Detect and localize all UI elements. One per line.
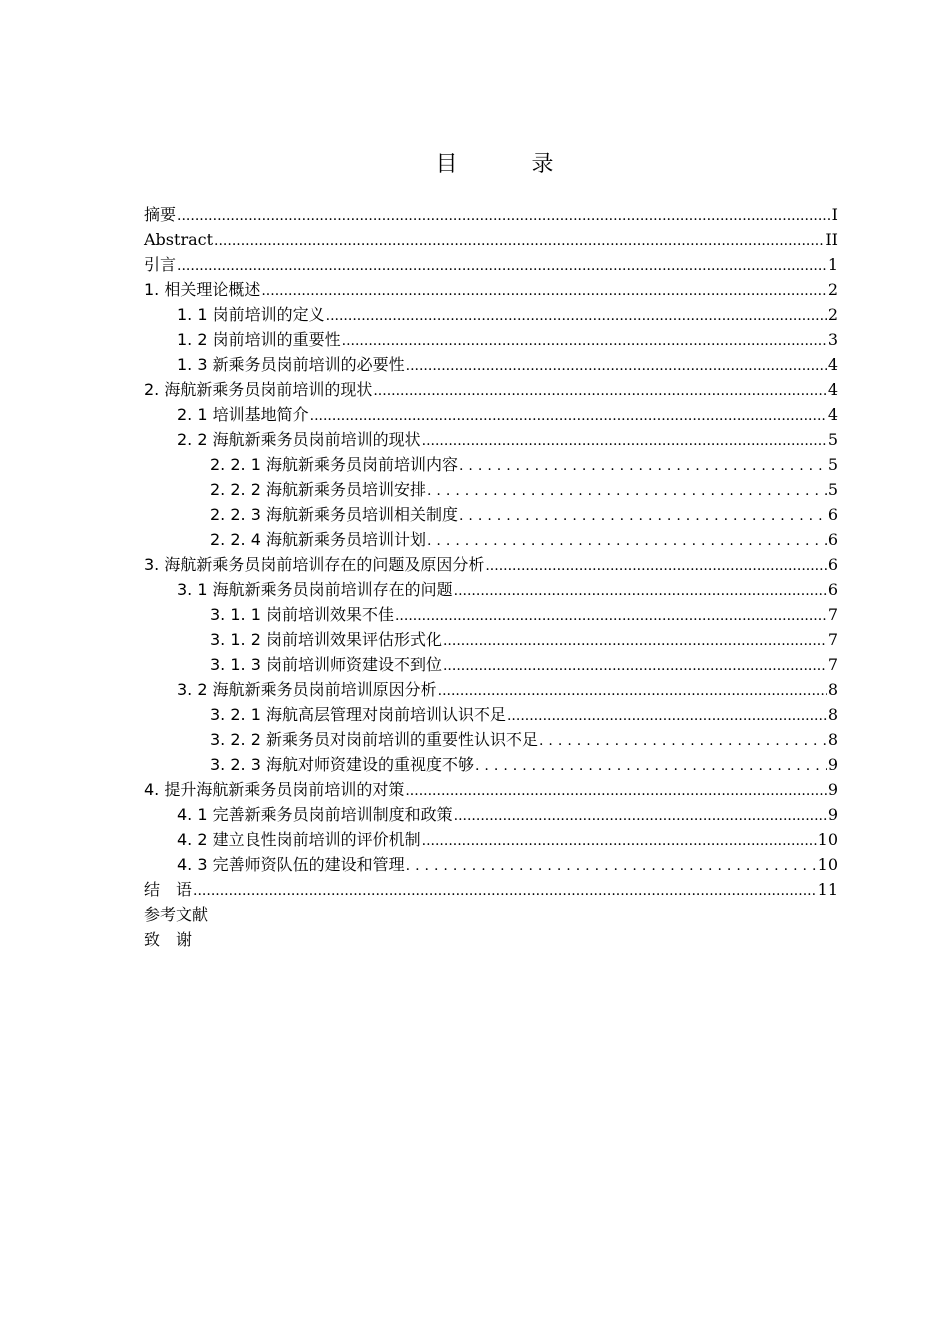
toc-entry-label: 3. 1 海航新乘务员岗前培训存在的问题 xyxy=(177,580,453,599)
toc-dot-leader xyxy=(422,829,817,854)
toc-entry-page: 5 xyxy=(827,430,838,449)
toc-dot-leader xyxy=(406,854,817,879)
toc-entry-label: 3. 1. 2 岗前培训效果评估形式化 xyxy=(210,630,442,649)
toc-entry-label: 4. 2 建立良性岗前培训的评价机制 xyxy=(177,830,421,849)
toc-dot-leader xyxy=(193,879,817,904)
toc-entry-page: 10 xyxy=(817,855,838,874)
toc-entry-label: 摘要 xyxy=(144,205,177,224)
toc-entry[interactable] xyxy=(144,327,838,352)
toc-entry-page: 4 xyxy=(827,355,838,374)
toc-entry[interactable] xyxy=(144,752,838,777)
toc-entry[interactable] xyxy=(144,802,838,827)
toc-dot-leader xyxy=(342,329,827,354)
toc-entry[interactable] xyxy=(144,402,838,427)
toc-entry-label: 1. 2 岗前培训的重要性 xyxy=(177,330,341,349)
toc-entry[interactable] xyxy=(144,677,838,702)
toc-dot-leader xyxy=(475,754,827,779)
toc-dot-leader xyxy=(406,354,827,379)
toc-entry-page: 1 xyxy=(827,255,838,274)
toc-dot-leader xyxy=(454,579,827,604)
toc-entry-page: 8 xyxy=(827,680,838,699)
toc-dot-leader xyxy=(427,479,827,504)
toc-dot-leader xyxy=(326,304,827,329)
toc-entry-page: 4 xyxy=(827,405,838,424)
toc-dot-leader xyxy=(422,429,827,454)
toc-dot-leader xyxy=(427,529,827,554)
toc-dot-leader xyxy=(214,229,824,254)
toc-entry[interactable] xyxy=(144,702,838,727)
toc-entry-page: II xyxy=(825,230,838,249)
toc-dot-leader xyxy=(443,654,827,679)
toc-dot-leader xyxy=(405,779,826,804)
toc-dot-leader xyxy=(459,454,827,479)
toc-entry-label: 1. 相关理论概述 xyxy=(144,280,261,299)
table-of-contents xyxy=(144,202,838,952)
toc-entry-page: 7 xyxy=(827,630,838,649)
toc-entry-page: 2 xyxy=(827,280,838,299)
toc-entry-page: 8 xyxy=(827,730,838,749)
toc-entry[interactable] xyxy=(144,777,838,802)
toc-entry[interactable] xyxy=(144,877,838,902)
toc-entry-label: 3. 2. 3 海航对师资建设的重视度不够 xyxy=(210,755,474,774)
toc-entry-label: 4. 3 完善师资队伍的建设和管理 xyxy=(177,855,405,874)
toc-entry[interactable] xyxy=(144,552,838,577)
toc-entry[interactable] xyxy=(144,352,838,377)
toc-entry[interactable] xyxy=(144,852,838,877)
toc-entry-page: 7 xyxy=(827,605,838,624)
toc-entry-label: 2. 1 培训基地简介 xyxy=(177,405,309,424)
toc-dot-leader xyxy=(395,604,827,629)
toc-entry[interactable] xyxy=(144,627,838,652)
toc-entry[interactable] xyxy=(144,302,838,327)
toc-entry-label: 2. 2. 1 海航新乘务员岗前培训内容 xyxy=(210,455,458,474)
toc-entry-page: I xyxy=(831,205,838,224)
toc-entry[interactable] xyxy=(144,502,838,527)
toc-entry-page: 8 xyxy=(827,705,838,724)
toc-dot-leader xyxy=(177,204,831,229)
toc-dot-leader xyxy=(438,679,827,704)
toc-entry-label: 2. 2. 2 海航新乘务员培训安排 xyxy=(210,480,426,499)
toc-entry-label: 1. 3 新乘务员岗前培训的必要性 xyxy=(177,355,405,374)
toc-dot-leader xyxy=(373,379,826,404)
toc-entry-page: 9 xyxy=(827,780,838,799)
toc-entry-page: 6 xyxy=(827,505,838,524)
toc-entry[interactable] xyxy=(144,602,838,627)
toc-entry[interactable] xyxy=(144,827,838,852)
toc-entry[interactable] xyxy=(144,902,838,927)
toc-entry-page: 4 xyxy=(827,380,838,399)
toc-entry-page: 9 xyxy=(827,805,838,824)
toc-entry-page: 11 xyxy=(817,880,838,899)
toc-entry-label: 结 语 xyxy=(144,880,193,899)
toc-entry-page: 7 xyxy=(827,655,838,674)
toc-entry[interactable] xyxy=(144,477,838,502)
toc-dot-leader xyxy=(507,704,827,729)
toc-entry-label: 2. 2. 4 海航新乘务员培训计划 xyxy=(210,530,426,549)
toc-entry-label: 3. 1. 3 岗前培训师资建设不到位 xyxy=(210,655,442,674)
toc-entry-label: 3. 2. 2 新乘务员对岗前培训的重要性认识不足 xyxy=(210,730,538,749)
toc-entry-label: 2. 海航新乘务员岗前培训的现状 xyxy=(144,380,373,399)
toc-entry-page: 5 xyxy=(827,480,838,499)
toc-dot-leader xyxy=(261,279,826,304)
toc-entry-label: 3. 海航新乘务员岗前培训存在的问题及原因分析 xyxy=(144,555,485,574)
toc-entry-page: 5 xyxy=(827,455,838,474)
toc-entry-label: Abstract xyxy=(144,230,214,249)
toc-entry[interactable] xyxy=(144,377,838,402)
toc-entry-page: 3 xyxy=(827,330,838,349)
toc-entry[interactable] xyxy=(144,277,838,302)
toc-entry-label: 4. 提升海航新乘务员岗前培训的对策 xyxy=(144,780,405,799)
toc-entry-label: 致 谢 xyxy=(144,930,193,949)
toc-entry-label: 引言 xyxy=(144,255,177,274)
toc-entry[interactable] xyxy=(144,652,838,677)
page-title: 目 录 xyxy=(435,152,580,177)
toc-dot-leader xyxy=(443,629,827,654)
toc-entry[interactable] xyxy=(144,727,838,752)
toc-entry-label: 参考文献 xyxy=(144,905,209,924)
toc-entry[interactable] xyxy=(144,427,838,452)
toc-dot-leader xyxy=(485,554,826,579)
toc-entry-label: 3. 1. 1 岗前培训效果不佳 xyxy=(210,605,394,624)
toc-entry[interactable] xyxy=(144,202,838,227)
toc-entry-label: 2. 2 海航新乘务员岗前培训的现状 xyxy=(177,430,421,449)
toc-entry[interactable] xyxy=(144,227,838,252)
toc-dot-leader xyxy=(459,504,827,529)
toc-entry-page: 6 xyxy=(827,555,838,574)
toc-entry-label: 3. 2. 1 海航高层管理对岗前培训认识不足 xyxy=(210,705,506,724)
toc-entry[interactable] xyxy=(144,927,838,952)
toc-dot-leader xyxy=(310,404,827,429)
toc-entry-label: 3. 2 海航新乘务员岗前培训原因分析 xyxy=(177,680,437,699)
toc-entry[interactable] xyxy=(144,527,838,552)
toc-entry[interactable] xyxy=(144,577,838,602)
toc-entry-page: 6 xyxy=(827,530,838,549)
toc-entry-page: 6 xyxy=(827,580,838,599)
toc-entry-page: 10 xyxy=(817,830,838,849)
toc-entry[interactable] xyxy=(144,252,838,277)
toc-entry-label: 1. 1 岗前培训的定义 xyxy=(177,305,325,324)
toc-dot-leader xyxy=(177,254,827,279)
toc-dot-leader xyxy=(539,729,827,754)
toc-entry-page: 9 xyxy=(827,755,838,774)
toc-entry-label: 4. 1 完善新乘务员岗前培训制度和政策 xyxy=(177,805,453,824)
toc-entry-label: 2. 2. 3 海航新乘务员培训相关制度 xyxy=(210,505,458,524)
toc-dot-leader xyxy=(454,804,827,829)
toc-entry-page: 2 xyxy=(827,305,838,324)
toc-entry[interactable] xyxy=(144,452,838,477)
